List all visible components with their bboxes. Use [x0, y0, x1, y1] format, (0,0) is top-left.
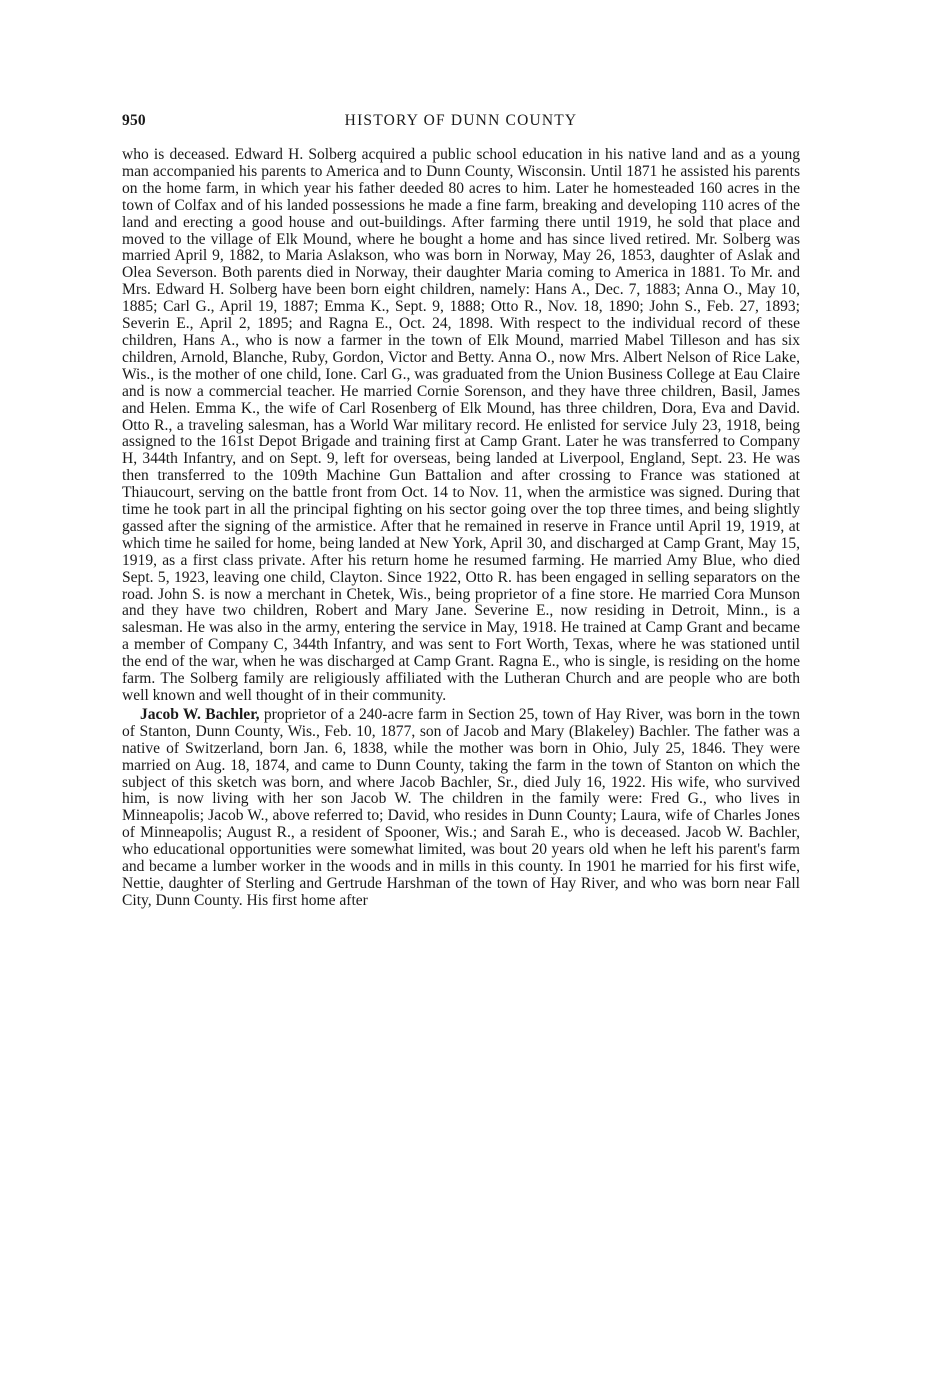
- paragraph-bachler-text: proprietor of a 240-acre farm in Section 25, town of Hay River, was born in the town of Stanton, Dunn County, Wis., Feb. 10, 1877, son of Jacob and Mary (Blakeley) Bachler. The father was a native of Switzerland, born Jan. 6, 1838, while the mother was born in Ohio, July 25, 1846. They were married on Aug. 18, 1874, and came to Dunn County, taking the farm in the town of Stanton on which the subject of this sketch was born, and where Jacob Bachler, Sr., died July 16, 1922. His wife, who survived him, is now living with her son Jacob W. The children in the family were: Fred G., who lives in Minneapolis; Jacob W., above referred to; David, who resides in Dunn County; Laura, wife of Charles Jones of Minneapolis; August R., a resident of Spooner, Wis.; and Sarah E., who is deceased. Jacob W. Bachler, who educational opportunities were somewhat limited, was bout 20 years old when he left his parent's farm and became a lumber worker in the woods and in mills in this county. In 1901 he married for his first wife, Nettie, daughter of Sterling and Gertrude Harshman of the town of Hay River, and who was born near Fall City, Dunn County. His first home after: [122, 705, 800, 909]
- subject-name-bachler: Jacob W. Bachler,: [140, 705, 260, 723]
- paragraph-solberg-continued: who is deceased. Edward H. Solberg acquired a public school education in his native land and as a young man accompanied his parents to America and to Dunn County, Wisconsin. Until 1871 he assisted his parents on the home farm, in which year his father deeded 80 acres to him. Later he homesteaded 160 acres in the town of Colfax and of his landed possessions he made a fine farm, breaking and developing 110 acres of the land and erecting a good house and out-buildings. After farming there until 1919, he sold that place and moved to the village of Elk Mound, where he bought a home and has since lived retired. Mr. Solberg was married April 9, 1882, to Maria Aslakson, who was born in Norway, May 26, 1853, daughter of Aslak and Olea Severson. Both parents died in Norway, their daughter Maria coming to America in 1881. To Mr. and Mrs. Edward H. Solberg have been born eight children, namely: Hans A., Dec. 7, 1883; Anna O., May 10, 1885; Carl G., April 19, 1887; Emma K., Sept. 9, 1888; Otto R., Nov. 18, 1890; John S., Feb. 27, 1893; Severin E., April 2, 1895; and Ragna E., Oct. 24, 1898. With respect to the individual record of these children, Hans A., who is now a farmer in the town of Elk Mound, married Mabel Tilleson and has six children, Arnold, Blanche, Ruby, Gordon, Victor and Betty. Anna O., now Mrs. Albert Nelson of Rice Lake, Wis., is the mother of one child, Ione. Carl G., was graduated from the Union Business College at Eau Claire and is now a commercial teacher. He married Cornie Sorenson, and they have three children, Basil, James and Helen. Emma K., the wife of Carl Rosenberg of Elk Mound, has three children, Dora, Eva and David. Otto R., a traveling salesman, has a World War military record. He enlisted for service July 23, 1918, being assigned to the 161st Depot Brigade and training first at Camp Grant. Later he was transferred to Company H, 344th Infantry, and on Sept. 9, left for overseas, being landed at Liverpool, England, Sept. 23. He was then transferred to the 109th Machine Gun Battalion and after crossing to France was stationed at Thiaucourt, serving on the battle front from Oct. 14 to Nov. 11, when the armistice was signed. During that time he took part in all the principal fighting on his sector going over the top three times, and being slightly gassed after the signing of the armistice. After that he remained in reserve in France until April 19, 1919, at which time he sailed for home, being landed at New York, April 30, and discharged at Camp Grant, May 15, 1919, as a first class private. After his return home he resumed farming. He married Amy Blue, who died Sept. 5, 1923, leaving one child, Clayton. Since 1922, Otto R. has been engaged in selling separators on the road. John S. is now a merchant in Chetek, Wis., being proprietor of a fine store. He married Cora Munson and they have two children, Robert and Mary Jane. Severine E., now residing in Detroit, Minn., is a salesman. He was also in the army, entering the service in May, 1918. He trained at Camp Grant and became a member of Company C, 344th Infantry, and was sent to Fort Worth, Texas, where he was stationed until the end of the war, when he was discharged at Camp Grant. Ragna E., who is single, is residing on the home farm. The Solberg family are religiously affiliated with the Lutheran Church and are people who are both well known and well thought of in their community.: [122, 146, 800, 704]
- running-title: HISTORY OF DUNN COUNTY: [344, 112, 578, 129]
- page-number: 950: [122, 112, 146, 129]
- page-header: [122, 112, 800, 134]
- body-text: [122, 147, 800, 910]
- paragraph-bachler-entry: [122, 707, 800, 910]
